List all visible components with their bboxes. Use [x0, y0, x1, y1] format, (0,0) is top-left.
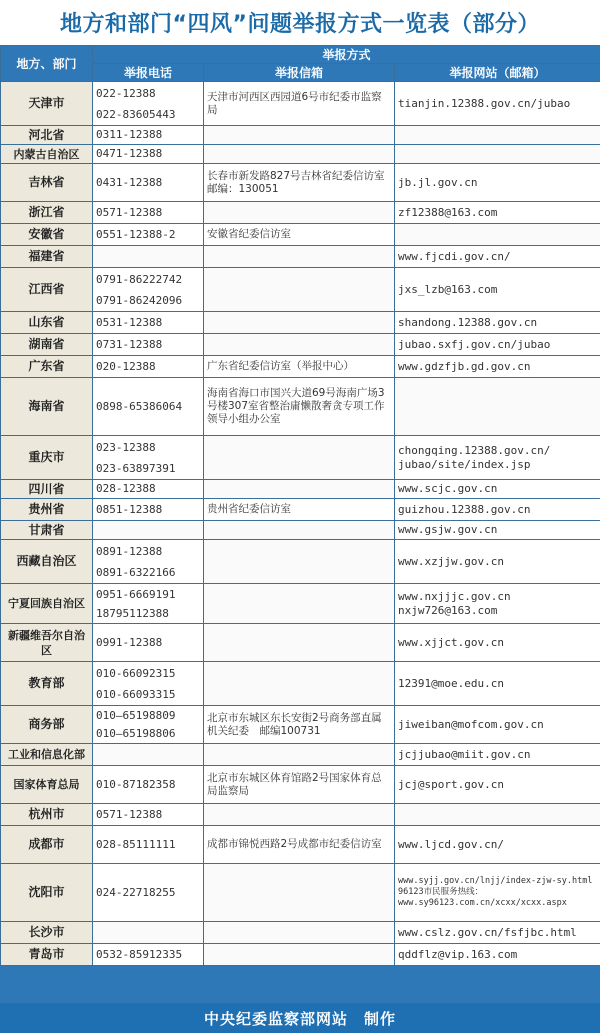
- phone-cell: [93, 540, 204, 584]
- website-cell: [395, 540, 600, 584]
- mailbox-cell: [204, 202, 395, 224]
- table-row: [1, 82, 600, 126]
- phone-number: 0551-12388-2: [96, 227, 176, 241]
- region-name: 海南省: [1, 378, 93, 436]
- phone-cell: [93, 922, 204, 944]
- mailbox-cell: 成都市锦悦西路2号成都市纪委信访室: [204, 826, 395, 864]
- website-cell: [395, 356, 600, 378]
- phone-cell: [93, 584, 204, 624]
- website-link[interactable]: jubao.sxfj.gov.cn/jubao: [398, 337, 551, 351]
- table-row: [1, 378, 600, 436]
- website-link[interactable]: www.fjcdi.gov.cn/: [398, 249, 511, 263]
- phone-number: 0851-12388: [96, 502, 163, 516]
- mailbox-cell: [204, 624, 395, 662]
- mailbox-cell: 贵州省纪委信访室: [204, 499, 395, 521]
- table-row: [1, 334, 600, 356]
- website-cell: [395, 826, 600, 864]
- phone-cell: [93, 334, 204, 356]
- mailbox-cell: [204, 436, 395, 480]
- website-cell: [395, 766, 600, 804]
- website-link[interactable]: 96123市民服务热线：: [398, 887, 484, 897]
- phone-number: 023-12388: [96, 440, 156, 454]
- phone-number: 0731-12388: [96, 337, 163, 351]
- website-link[interactable]: shandong.12388.gov.cn: [398, 315, 538, 329]
- phone-cell: [93, 944, 204, 966]
- phone-number: 0891-6322166: [96, 565, 176, 579]
- website-link[interactable]: www.syjj.gov.cn/lnjj/index-zjw-sy.html: [398, 876, 593, 886]
- mailbox-cell: [204, 246, 395, 268]
- header-region: 地方、部门: [1, 46, 93, 82]
- website-link[interactable]: www.ljcd.gov.cn/: [398, 837, 504, 851]
- phone-cell: [93, 224, 204, 246]
- table-row: [1, 662, 600, 706]
- region-name: 商务部: [1, 706, 93, 744]
- website-link[interactable]: qddflz@vip.163.com: [398, 947, 518, 961]
- mailbox-cell: [204, 744, 395, 766]
- mailbox-cell: [204, 662, 395, 706]
- website-cell: [395, 706, 600, 744]
- phone-number: 022-12388: [96, 86, 156, 100]
- header-mailbox: 举报信箱: [204, 64, 395, 82]
- table-row: [1, 826, 600, 864]
- website-link[interactable]: jiweiban@mofcom.gov.cn: [398, 717, 544, 731]
- website-cell: [395, 224, 600, 246]
- website-link[interactable]: www.xjjct.gov.cn: [398, 635, 504, 649]
- page-title: 地方和部门“四风”问题举报方式一览表（部分）: [0, 0, 600, 45]
- website-cell: [395, 164, 600, 202]
- phone-cell: [93, 521, 204, 540]
- website-cell: [395, 480, 600, 499]
- mailbox-cell: 长春市新发路827号吉林省纪委信访室邮编：130051: [204, 164, 395, 202]
- phone-cell: [93, 804, 204, 826]
- phone-number: 0571-12388: [96, 807, 163, 821]
- website-cell: [395, 922, 600, 944]
- header-methods: 举报方式: [93, 46, 600, 64]
- website-cell: [395, 246, 600, 268]
- table-row: [1, 356, 600, 378]
- table-row: [1, 145, 600, 164]
- table-row: [1, 436, 600, 480]
- table-row: [1, 944, 600, 966]
- mailbox-cell: [204, 312, 395, 334]
- table-row: [1, 246, 600, 268]
- table-row: [1, 202, 600, 224]
- website-link[interactable]: www.xzjjw.gov.cn: [398, 554, 504, 568]
- report-table-container: [0, 45, 600, 1003]
- mailbox-cell: [204, 126, 395, 145]
- table-row: [1, 922, 600, 944]
- mailbox-cell: [204, 334, 395, 356]
- mailbox-cell: [204, 584, 395, 624]
- website-cell: [395, 499, 600, 521]
- phone-cell: [93, 202, 204, 224]
- phone-cell: [93, 378, 204, 436]
- region-name: 湖南省: [1, 334, 93, 356]
- phone-cell: [93, 662, 204, 706]
- phone-number: 0471-12388: [96, 147, 163, 160]
- mailbox-cell: [204, 944, 395, 966]
- region-name: 成都市: [1, 826, 93, 864]
- table-row: [1, 499, 600, 521]
- website-link[interactable]: www.cslz.gov.cn/fsfjbc.html: [398, 925, 577, 939]
- phone-number: 023-63897391: [96, 461, 176, 475]
- table-row: [1, 312, 600, 334]
- table-row: [1, 540, 600, 584]
- website-cell: [395, 864, 600, 922]
- website-cell: [395, 744, 600, 766]
- phone-number: 18795112388: [96, 606, 169, 620]
- header-website: 举报网站（邮箱）: [395, 64, 600, 82]
- website-cell: [395, 584, 600, 624]
- table-body: [1, 82, 600, 966]
- phone-number: 020-12388: [96, 359, 156, 373]
- table-row: [1, 480, 600, 499]
- phone-cell: [93, 706, 204, 744]
- phone-number: 0311-12388: [96, 128, 163, 141]
- mailbox-cell: 广东省纪委信访室（举报中心）: [204, 356, 395, 378]
- region-name: 西藏自治区: [1, 540, 93, 584]
- phone-number: 0571-12388: [96, 205, 163, 219]
- website-cell: [395, 82, 600, 126]
- table-row: [1, 268, 600, 312]
- phone-number: 010—65198809: [96, 708, 176, 722]
- phone-number: 022-83605443: [96, 107, 176, 121]
- website-cell: [395, 944, 600, 966]
- website-cell: [395, 202, 600, 224]
- phone-number: 010-66093315: [96, 687, 176, 701]
- region-name: 甘肃省: [1, 521, 93, 540]
- website-link[interactable]: www.scjc.gov.cn: [398, 482, 498, 495]
- region-name: 工业和信息化部: [1, 744, 93, 766]
- website-link[interactable]: chongqing.12388.gov.cn/: [398, 443, 551, 457]
- phone-cell: [93, 312, 204, 334]
- mailbox-cell: [204, 804, 395, 826]
- region-name: 长沙市: [1, 922, 93, 944]
- mailbox-cell: 天津市河西区西园道6号市纪委市监察局: [204, 82, 395, 126]
- phone-cell: [93, 826, 204, 864]
- table-row: [1, 864, 600, 922]
- mailbox-cell: [204, 145, 395, 164]
- mailbox-cell: 北京市东城区体育馆路2号国家体育总局监察局: [204, 766, 395, 804]
- website-link[interactable]: 12391@moe.edu.cn: [398, 676, 504, 690]
- phone-cell: [93, 624, 204, 662]
- mailbox-cell: [204, 521, 395, 540]
- website-cell: [395, 145, 600, 164]
- website-link[interactable]: jcjjubao@miit.gov.cn: [398, 747, 531, 761]
- region-name: 杭州市: [1, 804, 93, 826]
- website-link[interactable]: zf12388@163.com: [398, 205, 498, 219]
- mailbox-cell: [204, 864, 395, 922]
- website-cell: [395, 312, 600, 334]
- table-row: [1, 706, 600, 744]
- mailbox-cell: 海南省海口市国兴大道69号海南广场3号楼307室省整治庸懒散奢贪专项工作领导小组办公室: [204, 378, 395, 436]
- website-link[interactable]: www.gdzfjb.gd.gov.cn: [398, 359, 531, 373]
- table-row: [1, 624, 600, 662]
- table-row: [1, 521, 600, 540]
- region-name: 天津市: [1, 82, 93, 126]
- region-name: 新疆维吾尔自治区: [1, 624, 93, 662]
- phone-number: 0532-85912335: [96, 947, 183, 961]
- website-cell: [395, 662, 600, 706]
- website-cell: [395, 334, 600, 356]
- report-table: [0, 45, 600, 966]
- phone-cell: [93, 744, 204, 766]
- phone-number: 0951-6669191: [96, 587, 176, 601]
- footer-credit: 中央纪委监察部网站 制作: [0, 1003, 600, 1033]
- phone-cell: [93, 246, 204, 268]
- region-name: 宁夏回族自治区: [1, 584, 93, 624]
- region-name: 贵州省: [1, 499, 93, 521]
- table-row: [1, 744, 600, 766]
- phone-cell: [93, 268, 204, 312]
- table-row: [1, 766, 600, 804]
- header-phone: 举报电话: [93, 64, 204, 82]
- mailbox-cell: 安徽省纪委信访室: [204, 224, 395, 246]
- website-link[interactable]: www.nxjjjc.gov.cn: [398, 589, 511, 603]
- phone-cell: [93, 145, 204, 164]
- region-name: 福建省: [1, 246, 93, 268]
- region-name: 吉林省: [1, 164, 93, 202]
- region-name: 青岛市: [1, 944, 93, 966]
- phone-cell: [93, 766, 204, 804]
- phone-cell: [93, 82, 204, 126]
- phone-cell: [93, 436, 204, 480]
- mailbox-cell: [204, 922, 395, 944]
- website-cell: [395, 804, 600, 826]
- website-cell: [395, 268, 600, 312]
- region-name: 山东省: [1, 312, 93, 334]
- phone-number: 010-87182358: [96, 777, 176, 791]
- region-name: 重庆市: [1, 436, 93, 480]
- website-link[interactable]: jubao/site/index.jsp: [398, 457, 531, 471]
- region-name: 内蒙古自治区: [1, 145, 93, 164]
- phone-cell: [93, 864, 204, 922]
- region-name: 广东省: [1, 356, 93, 378]
- website-link[interactable]: www.gsjw.gov.cn: [398, 523, 498, 536]
- website-cell: [395, 436, 600, 480]
- phone-number: 024-22718255: [96, 885, 176, 899]
- region-name: 沈阳市: [1, 864, 93, 922]
- table-row: [1, 164, 600, 202]
- table-row: [1, 584, 600, 624]
- phone-cell: [93, 164, 204, 202]
- website-link[interactable]: tianjin.12388.gov.cn/jubao: [398, 96, 571, 110]
- website-cell: [395, 126, 600, 145]
- table-row: [1, 126, 600, 145]
- phone-number: 010-66092315: [96, 666, 176, 680]
- region-name: 国家体育总局: [1, 766, 93, 804]
- phone-cell: [93, 480, 204, 499]
- mailbox-cell: 北京市东城区东长安街2号商务部直属机关纪委 邮编100731: [204, 706, 395, 744]
- region-name: 浙江省: [1, 202, 93, 224]
- phone-cell: [93, 126, 204, 145]
- region-name: 教育部: [1, 662, 93, 706]
- phone-number: 0791-86242096: [96, 293, 183, 307]
- mailbox-cell: [204, 268, 395, 312]
- phone-number: 010—65198806: [96, 726, 176, 740]
- phone-number: 0898-65386064: [96, 399, 183, 413]
- mailbox-cell: [204, 540, 395, 584]
- region-name: 安徽省: [1, 224, 93, 246]
- table-row: [1, 804, 600, 826]
- website-link[interactable]: guizhou.12388.gov.cn: [398, 502, 531, 516]
- phone-number: 0531-12388: [96, 315, 163, 329]
- phone-number: 028-12388: [96, 482, 156, 495]
- website-link[interactable]: jb.jl.gov.cn: [398, 175, 478, 189]
- table-row: [1, 224, 600, 246]
- phone-number: 028-85111111: [96, 837, 176, 851]
- website-cell: [395, 521, 600, 540]
- phone-number: 0791-86222742: [96, 272, 183, 286]
- phone-cell: [93, 356, 204, 378]
- phone-cell: [93, 499, 204, 521]
- website-cell: [395, 624, 600, 662]
- website-cell: [395, 378, 600, 436]
- phone-number: 0891-12388: [96, 544, 163, 558]
- region-name: 江西省: [1, 268, 93, 312]
- phone-number: 0991-12388: [96, 635, 163, 649]
- mailbox-cell: [204, 480, 395, 499]
- region-name: 河北省: [1, 126, 93, 145]
- website-link[interactable]: jcj@sport.gov.cn: [398, 777, 504, 791]
- region-name: 四川省: [1, 480, 93, 499]
- phone-number: 0431-12388: [96, 175, 163, 189]
- website-link[interactable]: nxjw726@163.com: [398, 603, 498, 617]
- website-link[interactable]: www.sy96123.com.cn/xcxx/xcxx.aspx: [398, 898, 567, 908]
- website-link[interactable]: jxs_lzb@163.com: [398, 282, 498, 296]
